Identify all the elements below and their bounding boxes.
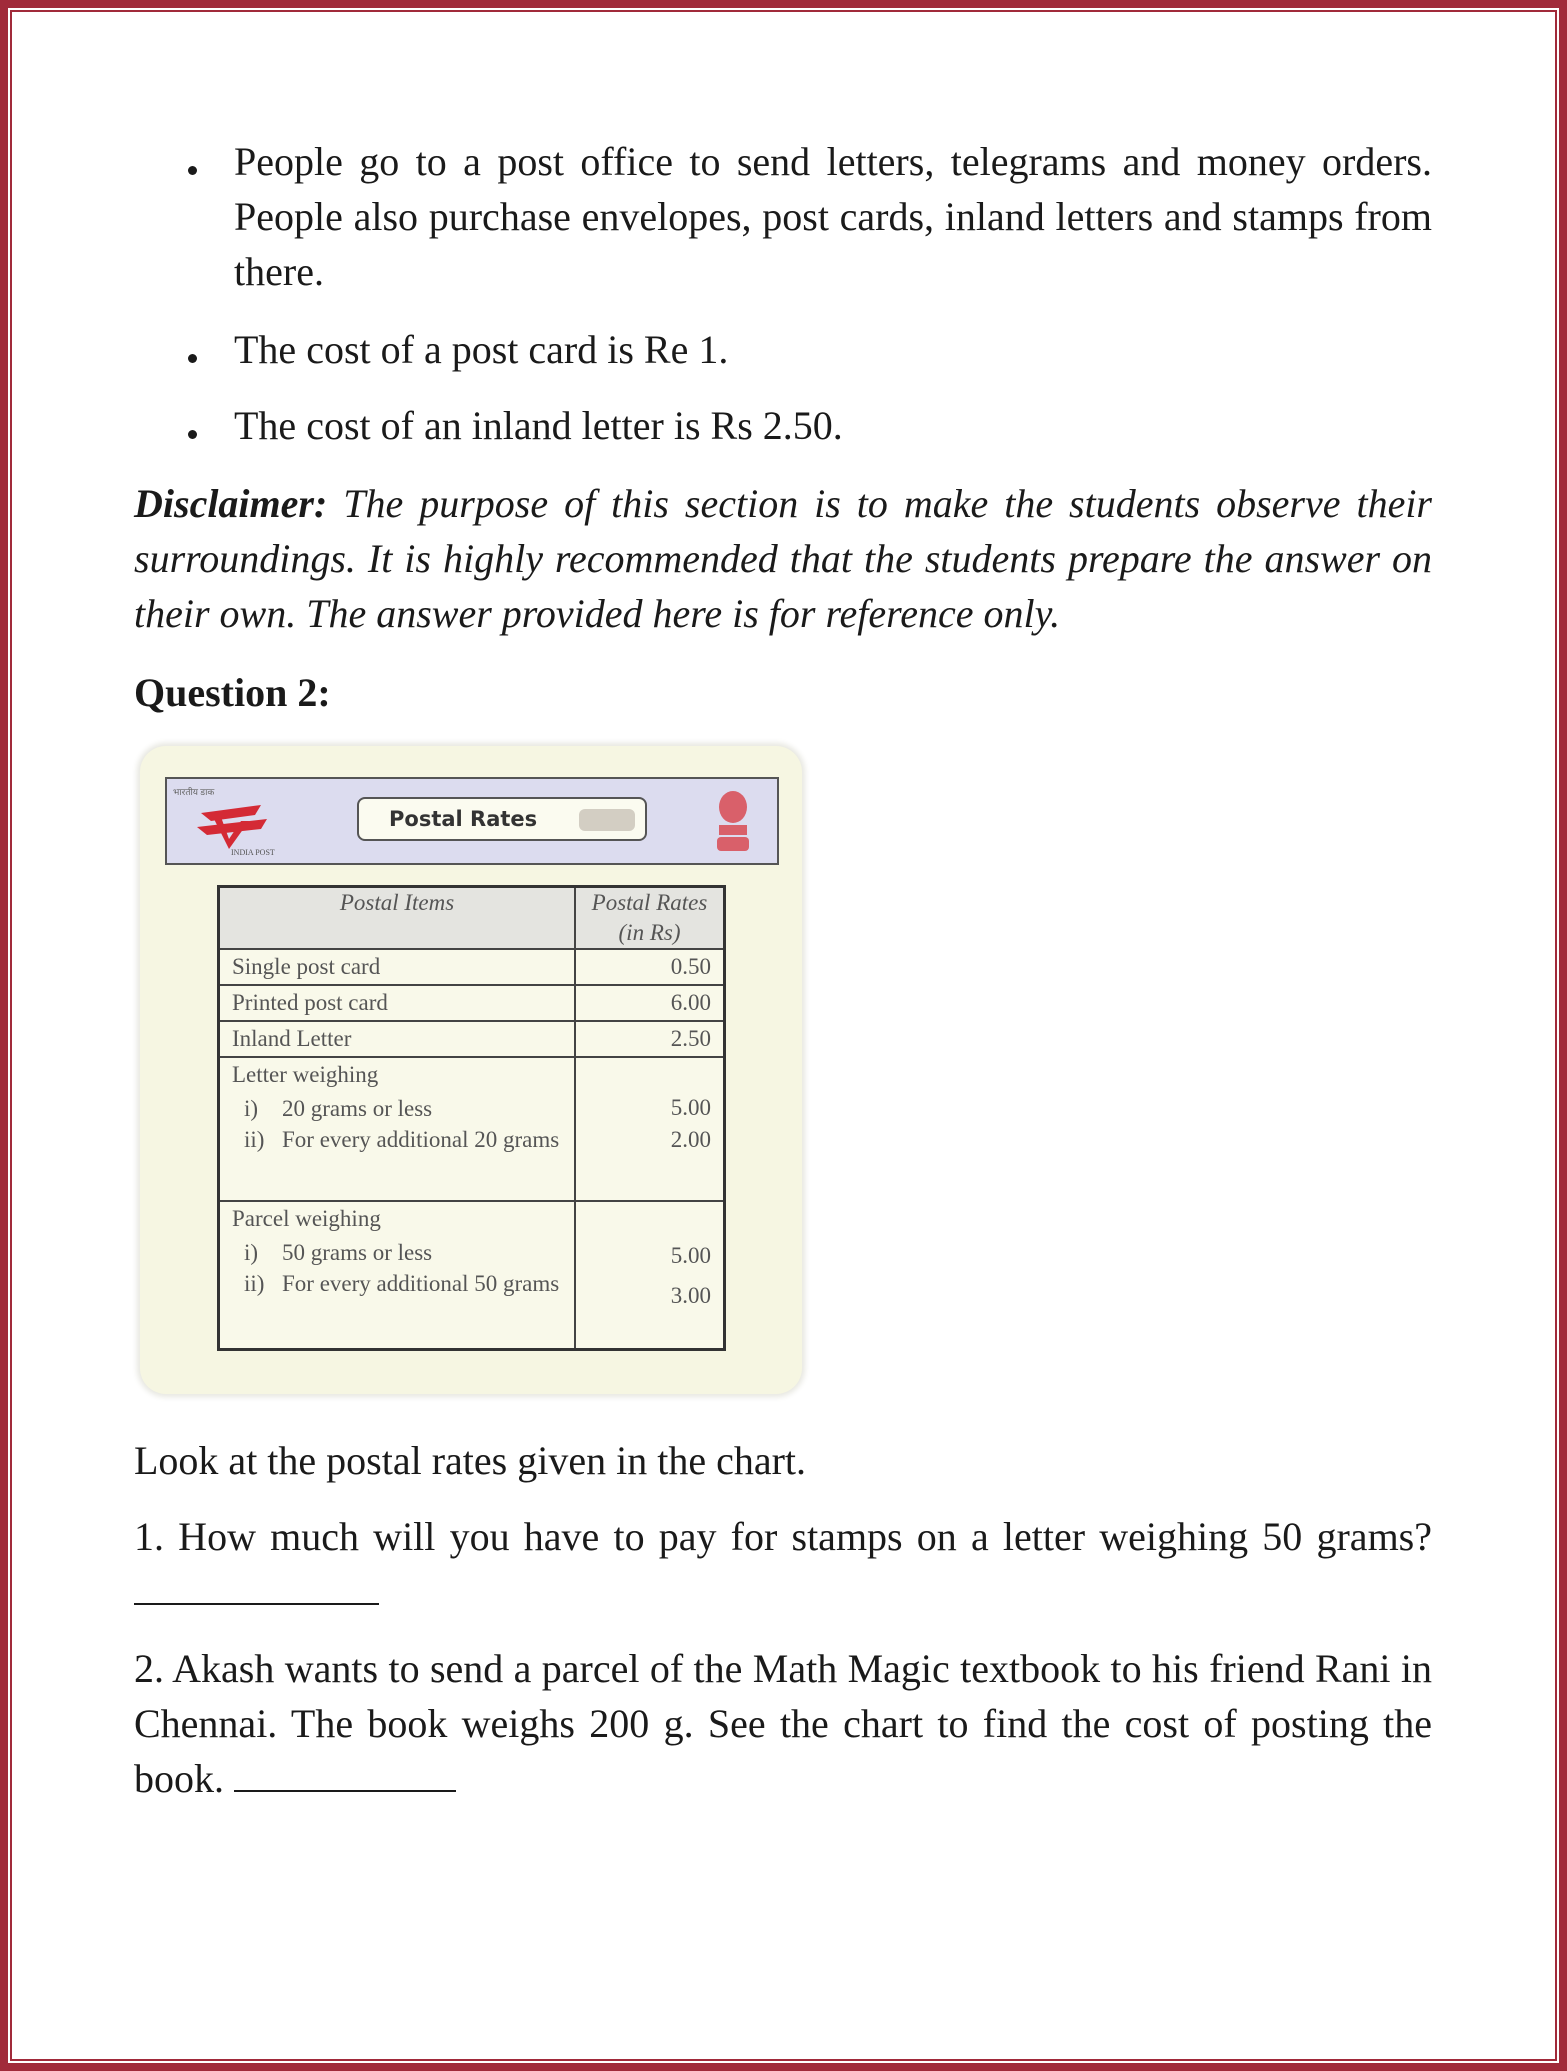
answer-blank-1[interactable]: [134, 1569, 379, 1605]
sub-item: 20 grams or less: [282, 1096, 433, 1121]
svg-text:भारतीय डाक: भारतीय डाक: [173, 787, 215, 797]
table-row-parcel: [219, 1201, 725, 1350]
national-emblem-icon: [713, 785, 753, 855]
bullet-item: The cost of an inland letter is Rs 2.50.: [234, 403, 843, 448]
sub-num: i): [244, 1240, 259, 1265]
disclaimer-text: The purpose of this section is to make the students observe their surroundings. It is highly recommended that the students prepare the answer on their own. The answer provided here is for reference only.: [134, 481, 1432, 636]
table-row: [219, 1021, 725, 1057]
table-row-letter: [219, 1057, 725, 1201]
sub-num: ii): [244, 1127, 265, 1152]
answer-blank-2[interactable]: [234, 1756, 456, 1792]
sub-item: 50 grams or less: [282, 1240, 433, 1265]
item-cell: Printed post card: [219, 985, 576, 1021]
parcel-title: Parcel weighing: [232, 1206, 381, 1231]
sub-item: For every additional 20 grams: [282, 1127, 560, 1152]
bullet-item: People go to a post office to send letters, telegrams and money orders. People also purchase envelopes, post cards, inland letters and stamps from there.: [234, 139, 1432, 294]
intro-text: Look at the postal rates given in the chart.: [134, 1438, 807, 1483]
header-postal-rates: Postal Rates (in Rs): [575, 887, 725, 950]
item-cell: [219, 1201, 576, 1350]
disclaimer-label: Disclaimer:: [134, 481, 328, 526]
rate-cell: 2.50: [575, 1021, 725, 1057]
bullet-icon: [188, 166, 197, 175]
rate-value: 3.00: [670, 1283, 711, 1308]
rate-cell: 6.00: [575, 985, 725, 1021]
rate-value: 5.00: [670, 1243, 711, 1268]
chart-header: [165, 777, 779, 865]
question-2: [134, 1641, 1432, 1806]
svg-text:INDIA POST: INDIA POST: [231, 848, 275, 857]
question-1: [134, 1509, 1432, 1619]
sub-item: For every additional 50 grams: [282, 1271, 560, 1296]
bullet-icon: [188, 430, 197, 439]
rate-value: 2.00: [670, 1127, 711, 1152]
postal-rates-table: [217, 885, 726, 1351]
question-heading: Question 2:: [134, 670, 331, 715]
disclaimer: [134, 476, 1432, 641]
rate-cell: [575, 1057, 725, 1201]
sub-num: ii): [244, 1271, 265, 1296]
bullet-icon: [188, 354, 197, 363]
table-header-row: [219, 887, 725, 950]
chart-title-text: Postal Rates: [389, 807, 538, 831]
sub-num: i): [244, 1096, 259, 1121]
rate-value: 5.00: [670, 1095, 711, 1120]
item-cell: Single post card: [219, 949, 576, 985]
stamp-icon: [579, 809, 635, 831]
item-cell: [219, 1057, 576, 1201]
rate-cell: 0.50: [575, 949, 725, 985]
chart-title: [357, 797, 647, 841]
header-postal-items: Postal Items: [219, 887, 576, 950]
letter-title: Letter weighing: [232, 1062, 379, 1087]
question-2-text: 2. Akash wants to send a parcel of the Math Magic textbook to his friend Rani in Chennai. The book weighs 200 g. See the chart to find the cost of posting the book.: [134, 1646, 1432, 1801]
item-cell: Inland Letter: [219, 1021, 576, 1057]
table-row: [219, 949, 725, 985]
bullet-item: The cost of a post card is Re 1.: [234, 327, 729, 372]
question-1-text: 1. How much will you have to pay for stamps on a letter weighing 50 grams?: [134, 1514, 1432, 1559]
table-row: [219, 985, 725, 1021]
rate-cell: [575, 1201, 725, 1350]
india-post-logo-icon: [171, 783, 301, 859]
